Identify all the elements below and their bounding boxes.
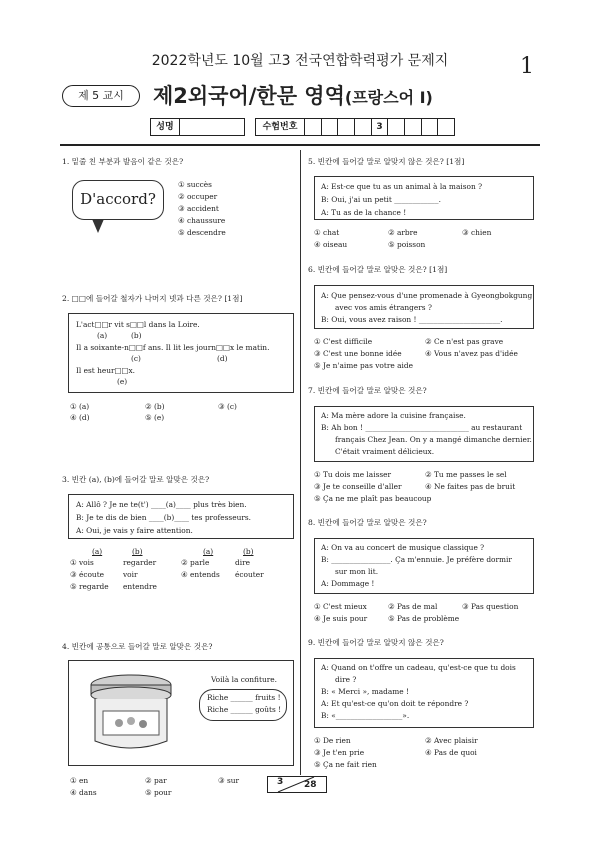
id-strip (150, 118, 455, 136)
q6-line-2: avec vos amis étrangers ? (335, 303, 432, 312)
q4-bubble-line-1: Riche ______ fruits ! (207, 693, 281, 702)
q2-label-a: (a) (97, 331, 108, 340)
q3-line-3: A: Oui, je vais y faire attention. (76, 526, 193, 535)
q9-prompt: 9. 빈칸에 들어갈 말로 알맞지 않은 것은? (308, 638, 444, 647)
q5-prompt: 5. 빈칸에 들어갈 말로 알맞지 않은 것은? [1점] (308, 157, 465, 166)
q9-option-5[interactable]: ⑤ Ça ne fait rien (314, 760, 377, 769)
q5-option-2[interactable]: ② arbre (388, 228, 418, 237)
q9-line-2: dire ? (335, 675, 357, 684)
page-marker: 1 (520, 54, 534, 79)
q2-label-c: (c) (131, 354, 141, 363)
q4-option-5[interactable]: ⑤ pour (145, 788, 172, 797)
q3-option-2-a[interactable]: ② parle (181, 558, 210, 567)
exam-number-digit: 3 (372, 119, 389, 135)
exam-title: 2022학년도 10월 고3 전국연합학력평가 문제지 (151, 53, 449, 69)
q8-option-5[interactable]: ⑤ Pas de problème (388, 614, 460, 623)
q2-line-1: L'act□□r vit s□□l dans la Loire. (76, 320, 200, 329)
q5-option-4[interactable]: ④ oiseau (314, 240, 348, 249)
page-number-box (267, 776, 327, 793)
subject-sub: (프랑스어 Ⅰ) (344, 88, 433, 107)
q2-option-5[interactable]: ⑤ (e) (145, 413, 165, 422)
q1-prompt: 1. 밑줄 친 부분과 발음이 같은 것은? (62, 157, 184, 166)
subject-title (153, 80, 433, 110)
q3-line-2: B: Je te dis de bien ____(b)____ tes professeurs. (76, 513, 252, 522)
q6-line-3: B: Oui, vous avez raison ! ______________________. (321, 315, 503, 324)
q7-line-3: français Chez Jean. On y a mangé dimanche dernier. (335, 435, 532, 444)
page-number-total: 28 (304, 780, 317, 790)
q3-col-b-left: (b) (132, 547, 143, 556)
q3-option-4-b: écouter (235, 570, 264, 579)
q8-option-1[interactable]: ① C'est mieux (314, 602, 367, 611)
q1-option-5[interactable]: ⑤ descendre (178, 228, 226, 237)
q3-option-1-b: regarder (123, 558, 157, 567)
q4-option-3[interactable]: ③ sur (218, 776, 240, 785)
q7-option-2[interactable]: ② Tu me passes le sel (425, 470, 507, 479)
q5-option-3[interactable]: ③ chien (462, 228, 492, 237)
exam-number-boxes (305, 118, 455, 136)
header-rule (60, 144, 540, 146)
q5-option-1[interactable]: ① chat (314, 228, 340, 237)
q2-option-2[interactable]: ② (b) (145, 402, 165, 411)
q9-line-4: A: Et qu'est-ce qu'on doit te répondre ? (321, 699, 469, 708)
q2-option-4[interactable]: ④ (d) (70, 413, 90, 422)
q2-option-1[interactable]: ① (a) (70, 402, 90, 411)
q3-col-a-right: (a) (203, 547, 214, 556)
q4-caption: Voilà la confiture. (211, 675, 277, 684)
q2-label-e: (e) (117, 377, 128, 386)
q6-option-2[interactable]: ② Ce n'est pas grave (425, 337, 504, 346)
exam-number-label: 수험번호 (255, 118, 305, 136)
q7-option-5[interactable]: ⑤ Ça ne me plaît pas beaucoup (314, 494, 432, 503)
q6-prompt: 6. 빈칸에 들어갈 말로 알맞은 것은? [1점] (308, 265, 448, 274)
q3-prompt: 3. 빈칸 (a), (b)에 들어갈 말로 알맞은 것은? (62, 475, 210, 484)
q3-col-b-right: (b) (243, 547, 254, 556)
q1-option-3[interactable]: ③ accident (178, 204, 219, 213)
page-number-current: 3 (277, 777, 284, 787)
q8-prompt: 8. 빈칸에 들어갈 말로 알맞은 것은? (308, 518, 427, 527)
q5-line-3: A: Tu as de la chance ! (321, 208, 407, 217)
name-label: 성명 (150, 118, 180, 136)
q1-option-1[interactable]: ① succès (178, 180, 212, 189)
q6-line-1: A: Que pensez-vous d'une promenade à Gyeongbokgung (321, 291, 533, 300)
q8-option-2[interactable]: ② Pas de mal (388, 602, 438, 611)
name-field (180, 118, 245, 136)
q9-option-4[interactable]: ④ Pas de quoi (425, 748, 477, 757)
q2-option-3[interactable]: ③ (c) (218, 402, 237, 411)
q8-option-3[interactable]: ③ Pas question (462, 602, 519, 611)
q9-option-1[interactable]: ① De rien (314, 736, 351, 745)
subject-main: 제2외국어/한문 영역 (153, 84, 345, 108)
q6-option-3[interactable]: ③ C'est une bonne idée (314, 349, 402, 358)
q6-option-5[interactable]: ⑤ Je n'aime pas votre aide (314, 361, 413, 370)
q3-option-3-b: voir (123, 570, 138, 579)
q7-dialogue-box (314, 406, 534, 462)
q8-line-1: A: On va au concert de musique classique ? (321, 543, 485, 552)
q4-prompt: 4. 빈칸에 공통으로 들어갈 말로 알맞은 것은? (62, 642, 213, 651)
q8-line-4: A: Dommage ! (321, 579, 375, 588)
q1-option-2[interactable]: ② occuper (178, 192, 218, 201)
q6-option-4[interactable]: ④ Vous n'avez pas d'idée (425, 349, 518, 358)
q8-option-4[interactable]: ④ Je suis pour (314, 614, 368, 623)
q2-label-d: (d) (217, 354, 228, 363)
column-divider (300, 150, 301, 775)
q9-line-1: A: Quand on t'offre un cadeau, qu'est-ce que tu dois (321, 663, 516, 672)
q1-option-4[interactable]: ④ chaussure (178, 216, 226, 225)
jam-jar-illustration (81, 671, 181, 755)
q1-bubble: D'accord? (72, 180, 164, 220)
q5-line-2: B: Oui, j'ai un petit ____________. (321, 195, 441, 204)
q9-line-3: B: « Merci », madame ! (321, 687, 409, 696)
q9-dialogue-box (314, 658, 534, 728)
q5-dialogue-box (314, 176, 534, 220)
q7-line-4: C'était vraiment délicieux. (335, 447, 435, 456)
q5-line-1: A: Est-ce que tu as un animal à la maison ? (321, 182, 483, 191)
q3-line-1: A: Allô ? Je ne te(t') ____(a)____ plus très bien. (76, 500, 247, 509)
q2-label-b: (b) (131, 331, 142, 340)
q2-prompt: 2. □□에 들어갈 철자가 나머지 넷과 다른 것은? [1점] (62, 294, 243, 303)
q7-option-1[interactable]: ① Tu dois me laisser (314, 470, 392, 479)
q6-dialogue-box (314, 285, 534, 329)
q2-line-3: Il est heur□□x. (76, 366, 136, 375)
q9-option-3[interactable]: ③ Je t'en prie (314, 748, 365, 757)
q6-option-1[interactable]: ① C'est difficile (314, 337, 373, 346)
q7-option-4[interactable]: ④ Ne faites pas de bruit (425, 482, 516, 491)
q4-bubble-line-2: Riche ______ goûts ! (207, 705, 282, 714)
q3-option-5-b: entendre (123, 582, 157, 591)
q2-line-2: Il a soixante-n□□f ans. Il lit les journ□□x le matin. (76, 343, 270, 352)
session-badge: 제 5 교시 (62, 85, 140, 107)
q9-option-2[interactable]: ② Avec plaisir (425, 736, 478, 745)
q2-passage-box (68, 313, 294, 393)
q7-option-3[interactable]: ③ Je te conseille d'aller (314, 482, 402, 491)
q5-option-5[interactable]: ⑤ poisson (388, 240, 426, 249)
q3-option-3-a[interactable]: ③ écoute (70, 570, 105, 579)
q3-dialogue-box (68, 494, 294, 539)
q3-option-2-b: dire (235, 558, 251, 567)
q4-option-1[interactable]: ① en (70, 776, 89, 785)
q7-line-1: A: Ma mère adore la cuisine française. (321, 411, 466, 420)
q7-line-2: B: Ah bon ! ____________________________ au restaurant (321, 423, 523, 432)
q3-option-1-a[interactable]: ① vois (70, 558, 94, 567)
q8-dialogue-box (314, 538, 534, 594)
q3-option-5-a[interactable]: ⑤ regarde (70, 582, 109, 591)
q8-line-2: B: ________________. Ça m'ennuie. Je préfère dormir (321, 555, 512, 564)
q4-option-4[interactable]: ④ dans (70, 788, 97, 797)
q3-option-4-a[interactable]: ④ entends (181, 570, 220, 579)
q4-illustration-box (68, 660, 294, 766)
q8-line-3: sur mon lit. (335, 567, 379, 576)
q3-col-a-left: (a) (92, 547, 103, 556)
q7-prompt: 7. 빈칸에 들어갈 말로 알맞은 것은? (308, 386, 427, 395)
q4-option-2[interactable]: ② par (145, 776, 167, 785)
q9-line-5: B: «__________________». (321, 711, 410, 720)
q1-bubble-tail (92, 219, 104, 233)
